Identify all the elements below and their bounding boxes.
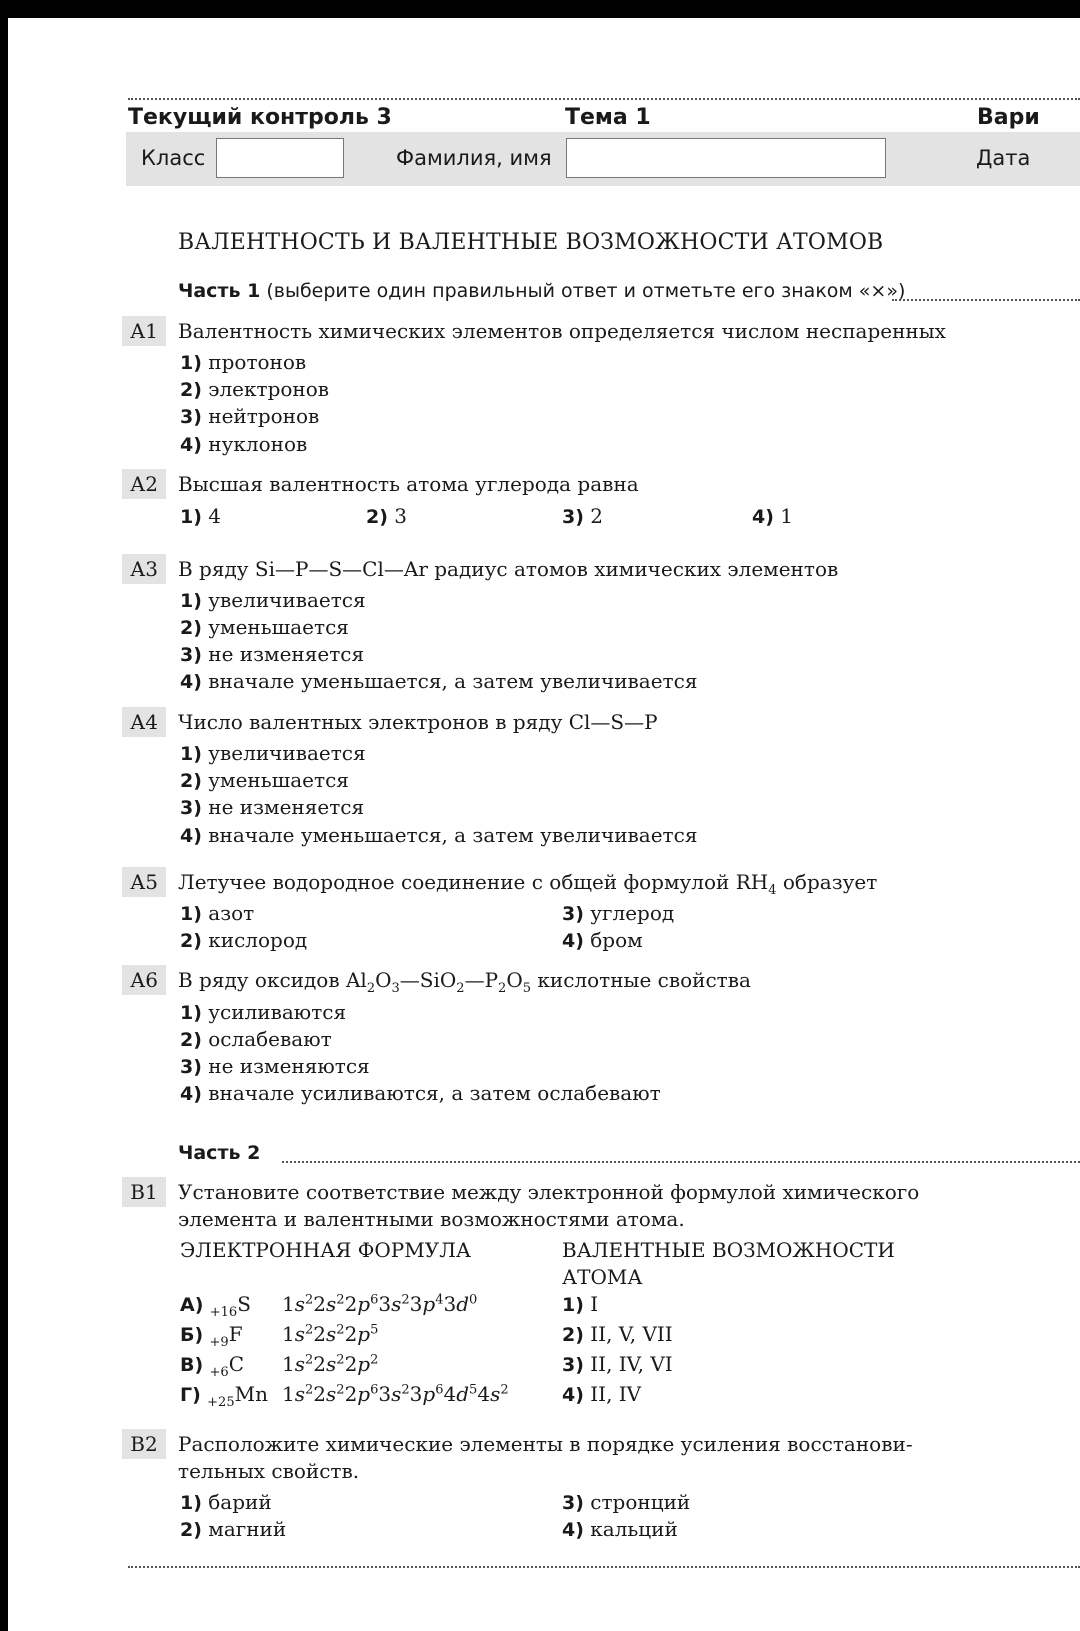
b1-item-a[interactable]: А) $_{+16}$S [180, 1292, 251, 1320]
b1-valence-2[interactable]: 2) II, V, VII [562, 1322, 673, 1346]
class-field[interactable] [216, 138, 344, 178]
b1-formula-b: $1s^22s^22p^5$ [282, 1322, 379, 1346]
option-a1-3[interactable]: 3) нейтронов [180, 404, 320, 428]
b1-item-c[interactable]: В) $_{+6}$C [180, 1352, 245, 1380]
option-b2-3[interactable]: 3) стронций [562, 1490, 691, 1514]
formula-a3: Si—P—S—Cl—Ar [254, 557, 428, 581]
formula-a5: $RH_4$ [735, 870, 777, 898]
bottom-dotted-rule [128, 1566, 1080, 1568]
question-text-a1: Валентность химических элементов определяется числом неспаренных [178, 319, 946, 343]
question-text-b1-line1: Установите соответствие между электронной формулой химического [178, 1180, 920, 1204]
option-a5-4[interactable]: 4) бром [562, 928, 643, 952]
option-a5-3[interactable]: 3) углерод [562, 901, 675, 925]
question-tag-b2: В2 [122, 1429, 166, 1459]
option-a3-2[interactable]: 2) уменьшается [180, 615, 349, 639]
option-a6-4[interactable]: 4) вначале усиливаются, а затем ослабевают [180, 1081, 661, 1105]
question-tag-b1: В1 [122, 1177, 166, 1207]
question-text-b2-line1: Расположите химические элементы в порядке усиления восстанови- [178, 1432, 913, 1456]
column-header-valence-2: АТОМА [562, 1265, 643, 1289]
question-text-a6: В ряду оксидов $Al_2O_3—SiO_2—P_2O_5$ кислотные свойства [178, 968, 751, 996]
b1-valence-1[interactable]: 1) I [562, 1292, 599, 1316]
option-a2-4[interactable]: 4) 1 [752, 504, 793, 528]
question-text-b1-line2: элемента и валентными возможностями атома. [178, 1207, 685, 1231]
name-field[interactable] [566, 138, 886, 178]
option-a2-1[interactable]: 1) 4 [180, 504, 221, 528]
formula-a4: Cl—S—P [568, 710, 658, 734]
option-a4-1[interactable]: 1) увеличивается [180, 741, 366, 765]
top-dotted-rule [128, 98, 1080, 100]
part2-dotted-rule [282, 1161, 1080, 1163]
option-a3-4[interactable]: 4) вначале уменьшается, а затем увеличивается [180, 669, 698, 693]
b1-formula-c: $1s^22s^22p^2$ [282, 1352, 379, 1376]
class-label: Класс [141, 146, 206, 170]
part1-heading [178, 280, 905, 302]
question-text-a4: Число валентных электронов в ряду Cl—S—P [178, 710, 658, 734]
option-a6-3[interactable]: 3) не изменяются [180, 1054, 370, 1078]
column-header-formula: ЭЛЕКТРОННАЯ ФОРМУЛА [180, 1238, 472, 1262]
variant-title: Вари [977, 105, 1040, 130]
student-info-bar [126, 132, 1080, 186]
b1-formula-a: $1s^22s^22p^63s^23p^43d^0$ [282, 1292, 478, 1316]
control-title: Текущий контроль 3 [128, 105, 392, 130]
b1-item-b[interactable]: Б) $_{+9}$F [180, 1322, 243, 1350]
option-a5-1[interactable]: 1) азот [180, 901, 255, 925]
option-a6-2[interactable]: 2) ослабевают [180, 1027, 332, 1051]
question-text-b2-line2: тельных свойств. [178, 1459, 360, 1483]
option-b2-2[interactable]: 2) магний [180, 1517, 287, 1541]
option-a4-2[interactable]: 2) уменьшается [180, 768, 349, 792]
part2-label: Часть 2 [178, 1142, 261, 1164]
topic-title: Тема 1 [565, 105, 651, 130]
question-tag-a3: А3 [122, 554, 166, 584]
part1-label: Часть 1 [178, 280, 261, 302]
b1-valence-4[interactable]: 4) II, IV [562, 1382, 642, 1406]
question-tag-a4: А4 [122, 707, 166, 737]
option-a1-4[interactable]: 4) нуклонов [180, 432, 308, 456]
option-a4-4[interactable]: 4) вначале уменьшается, а затем увеличивается [180, 823, 698, 847]
option-b2-1[interactable]: 1) барий [180, 1490, 272, 1514]
option-a5-2[interactable]: 2) кислород [180, 928, 308, 952]
question-tag-a6: А6 [122, 965, 166, 995]
part2-heading [178, 1142, 260, 1164]
date-label: Дата [976, 146, 1031, 170]
option-a1-2[interactable]: 2) электронов [180, 377, 330, 401]
question-text-a3: В ряду Si—P—S—Cl—Ar радиус атомов химических элементов [178, 557, 839, 581]
question-text-a2: Высшая валентность атома углерода равна [178, 472, 639, 496]
column-header-valence-1: ВАЛЕНТНЫЕ ВОЗМОЖНОСТИ [562, 1238, 895, 1262]
option-a1-1[interactable]: 1) протонов [180, 350, 307, 374]
option-a6-1[interactable]: 1) усиливаются [180, 1000, 347, 1024]
option-a3-1[interactable]: 1) увеличивается [180, 588, 366, 612]
formula-a6: $Al_2O_3—SiO_2—P_2O_5$ [345, 968, 531, 996]
question-text-a5: Летучее водородное соединение с общей формулой $RH_4$ образует [178, 870, 878, 898]
option-b2-4[interactable]: 4) кальций [562, 1517, 678, 1541]
part1-instruction: (выберите один правильный ответ и отметьте его знаком «×») [260, 280, 906, 302]
b1-formula-d: $1s^22s^22p^63s^23p^64d^54s^2$ [282, 1382, 509, 1406]
b1-item-d[interactable]: Г) $_{+25}$Mn [180, 1382, 268, 1410]
b1-valence-3[interactable]: 3) II, IV, VI [562, 1352, 673, 1376]
option-a2-3[interactable]: 3) 2 [562, 504, 603, 528]
question-tag-a1: А1 [122, 316, 166, 346]
worksheet-title: ВАЛЕНТНОСТЬ И ВАЛЕНТНЫЕ ВОЗМОЖНОСТИ АТОМОВ [178, 230, 884, 255]
option-a2-2[interactable]: 2) 3 [366, 504, 407, 528]
question-tag-a5: А5 [122, 867, 166, 897]
option-a4-3[interactable]: 3) не изменяется [180, 795, 365, 819]
question-tag-a2: А2 [122, 469, 166, 499]
option-a3-3[interactable]: 3) не изменяется [180, 642, 365, 666]
name-label: Фамилия, имя [396, 146, 552, 170]
part1-dotted-rule [892, 299, 1080, 301]
